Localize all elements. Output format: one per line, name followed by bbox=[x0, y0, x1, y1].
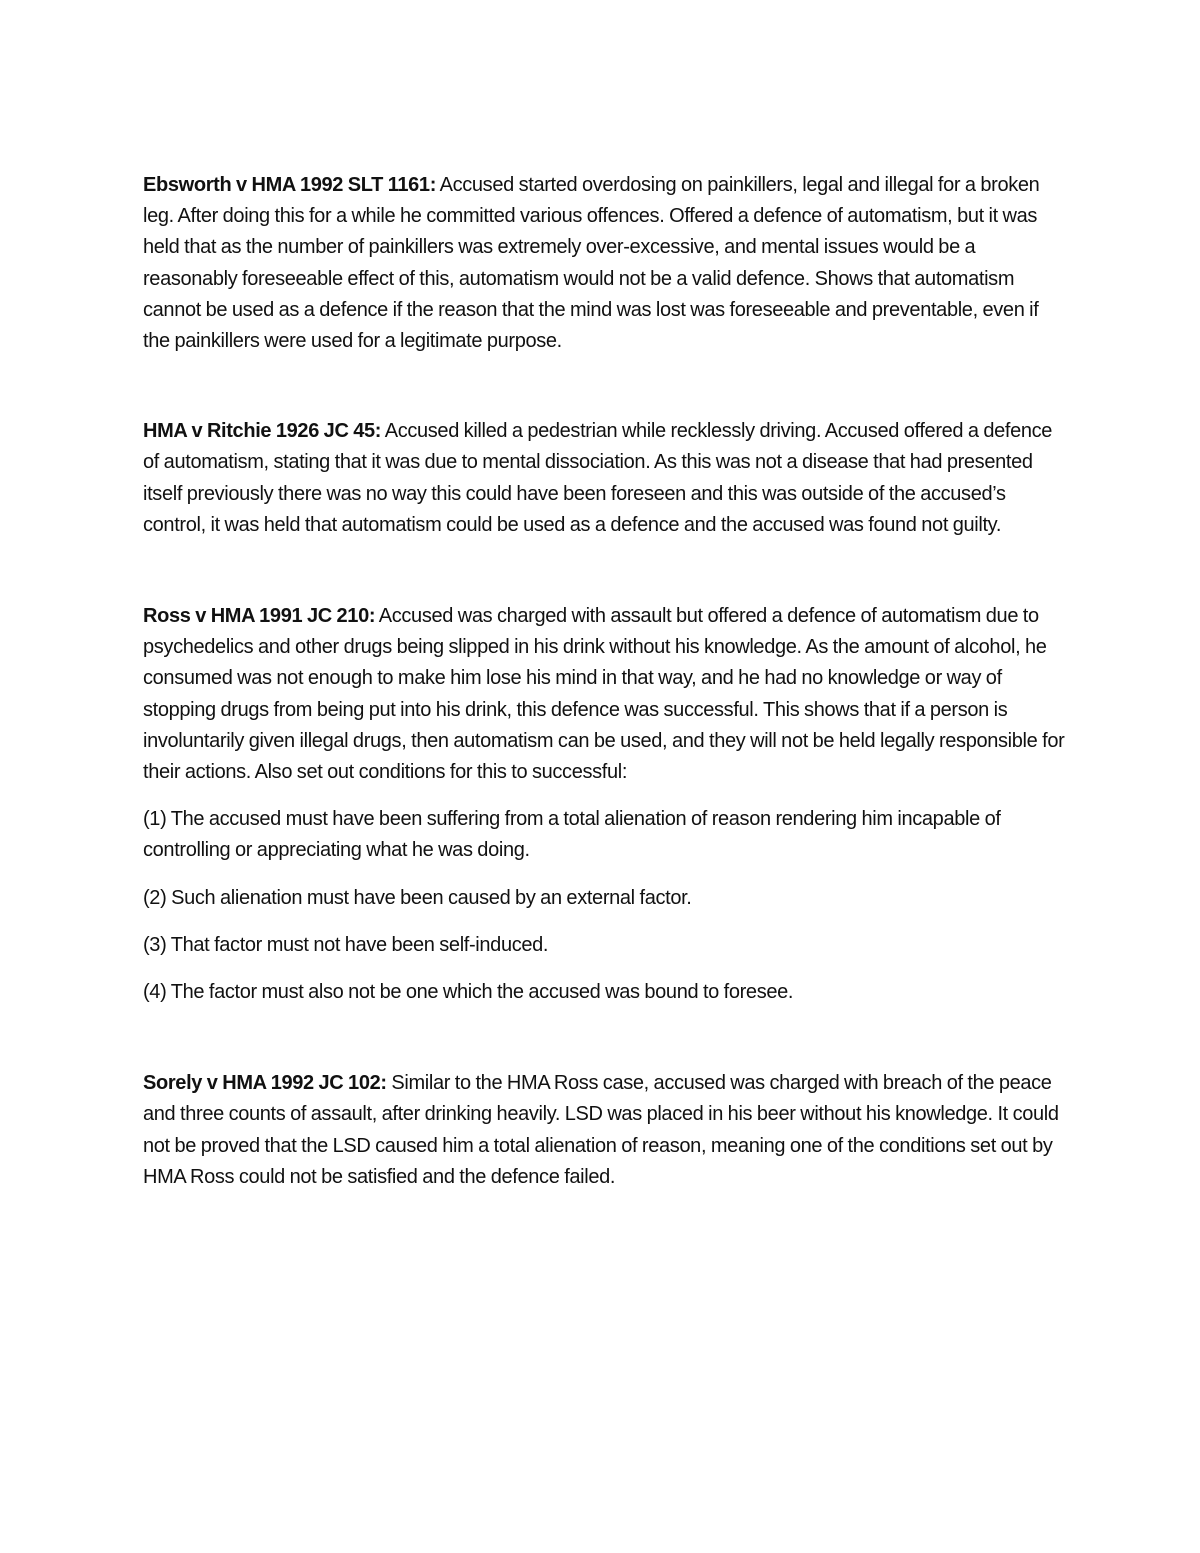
case-text: Similar to the HMA Ross case, accused was charged with breach of the peace and three counts of assault, after drinking heavily. LSD was placed in his beer without his knowledge. It could not be proved that the LSD caused him a total alienation of reason, meaning one of the conditions set out by HMA Ross could not be satisfied and the defence failed. bbox=[143, 1072, 1059, 1188]
condition-item: (4) The factor must also not be one which the accused was bound to foresee. bbox=[143, 981, 794, 1004]
condition-item: (2) Such alienation must have been caused by an external factor. bbox=[143, 886, 692, 909]
case-ross bbox=[143, 601, 1068, 1008]
case-ritchie bbox=[143, 416, 1068, 541]
case-paragraph bbox=[143, 1068, 1068, 1193]
document-body bbox=[143, 170, 1068, 1193]
case-paragraph bbox=[143, 416, 1068, 541]
conditions-list bbox=[143, 804, 1068, 1008]
case-title: HMA v Ritchie 1926 JC 45: bbox=[143, 420, 382, 443]
case-sorely bbox=[143, 1068, 1068, 1193]
case-paragraph bbox=[143, 601, 1068, 788]
condition-item: (3) That factor must not have been self-induced. bbox=[143, 933, 549, 956]
case-ebsworth bbox=[143, 170, 1068, 357]
case-text: Accused started overdosing on painkillers, legal and illegal for a broken leg. After doing this for a while he committed various offences. Offered a defence of automatism, but it was held that as the number of painkillers was extremely over-excessive, and mental issues would be a reasonably foreseeable effect of this, automatism would not be a valid defence. Shows that automatism cannot be used as a defence if the reason that the mind was lost was foreseeable and preventable, even if the painkillers were used for a legitimate purpose. bbox=[143, 174, 1040, 353]
case-title: Ross v HMA 1991 JC 210: bbox=[143, 605, 376, 628]
case-paragraph bbox=[143, 170, 1068, 357]
case-title: Sorely v HMA 1992 JC 102: bbox=[143, 1072, 387, 1095]
condition-item: (1) The accused must have been suffering from a total alienation of reason rendering him incapable of controlling or appreciating what he was doing. bbox=[143, 808, 1001, 862]
case-title: Ebsworth v HMA 1992 SLT 1161: bbox=[143, 174, 437, 196]
case-text: Accused was charged with assault but offered a defence of automatism due to psychedelics and other drugs being slipped in his drink without his knowledge. As the amount of alcohol, he consumed was not enough to make him lose his mind in that way, and he had no knowledge or way of stopping drugs from being put into his drink, this defence was successful. This shows that if a person is involuntarily given illegal drugs, then automatism can be used, and they will not be held legally responsible for their actions. Also set out conditions for this to successful: bbox=[143, 605, 1065, 784]
case-text: Accused killed a pedestrian while recklessly driving. Accused offered a defence of automatism, stating that it was due to mental dissociation. As this was not a disease that had presented itself previously there was no way this could have been foreseen and this was outside of the accused’s control, it was held that automatism could be used as a defence and the accused was found not guilty. bbox=[143, 420, 1053, 536]
